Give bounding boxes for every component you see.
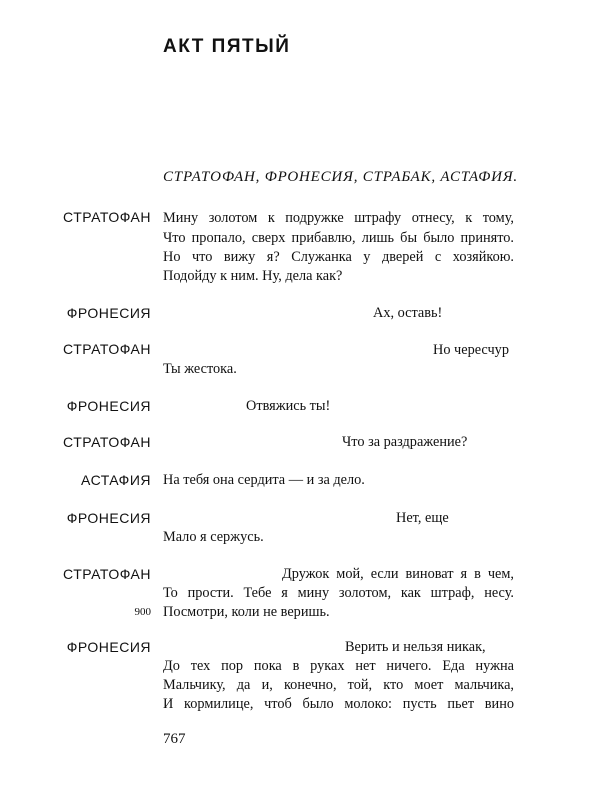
verse-line: Ты жестока.: [163, 361, 237, 377]
verse-line: Мальчику, да и, конечно, той, кто моет мальчика,: [163, 677, 514, 693]
speaker-name: ФРОНЕСИЯ: [66, 398, 151, 414]
verse-line: Верить и нельзя никак,: [345, 639, 486, 655]
act-title: АКТ ПЯТЫЙ: [163, 36, 291, 57]
verse-line: Мало я сержусь.: [163, 529, 264, 545]
speaker-name: СТРАТОФАН: [63, 434, 151, 450]
verse-line: То прости. Тебе я мину золотом, как штраф, несу.: [163, 585, 514, 601]
verse-line: Посмотри, коли не веришь.: [163, 604, 330, 620]
verse-line: Мину золотом к подружке штрафу отнесу, к тому,: [163, 210, 514, 226]
page-number: 767: [163, 731, 186, 747]
verse-line: Нет, еще: [396, 510, 449, 526]
speaker-name: ФРОНЕСИЯ: [66, 510, 151, 526]
verse-line: Дружок мой, если виноват я в чем,: [282, 566, 514, 582]
verse-line: До тех пор пока в руках нет ничего. Еда нужна: [163, 658, 514, 674]
speaker-name: СТРАТОФАН: [63, 341, 151, 357]
speaker-name: СТРАТОФАН: [63, 209, 151, 225]
verse-line: Что за раздражение?: [342, 434, 468, 450]
speaker-name: СТРАТОФАН: [63, 566, 151, 582]
verse-line: Подойду к ним. Ну, дела как?: [163, 268, 343, 284]
speaker-name: ФРОНЕСИЯ: [66, 639, 151, 655]
verse-line: Ах, оставь!: [373, 305, 443, 321]
verse-line: На тебя она сердита — и за дело.: [163, 472, 365, 488]
verse-line: Отвяжись ты!: [246, 398, 331, 414]
speaker-name: ФРОНЕСИЯ: [66, 305, 151, 321]
line-number: 900: [134, 606, 151, 618]
verse-line: Но что вижу я? Служанка у дверей с хозяйкою.: [163, 249, 514, 265]
verse-line: И кормилице, чтоб было молоко: пусть пьет вино: [163, 696, 514, 712]
verse-line: Но чересчур: [433, 342, 509, 358]
scene-cast-heading: СТРАТОФАН, ФРОНЕСИЯ, СТРАБАК, АСТАФИЯ.: [163, 169, 518, 185]
speaker-name: АСТАФИЯ: [81, 472, 151, 488]
verse-line: Что пропало, сверх прибавлю, лишь бы было принято.: [163, 230, 514, 246]
